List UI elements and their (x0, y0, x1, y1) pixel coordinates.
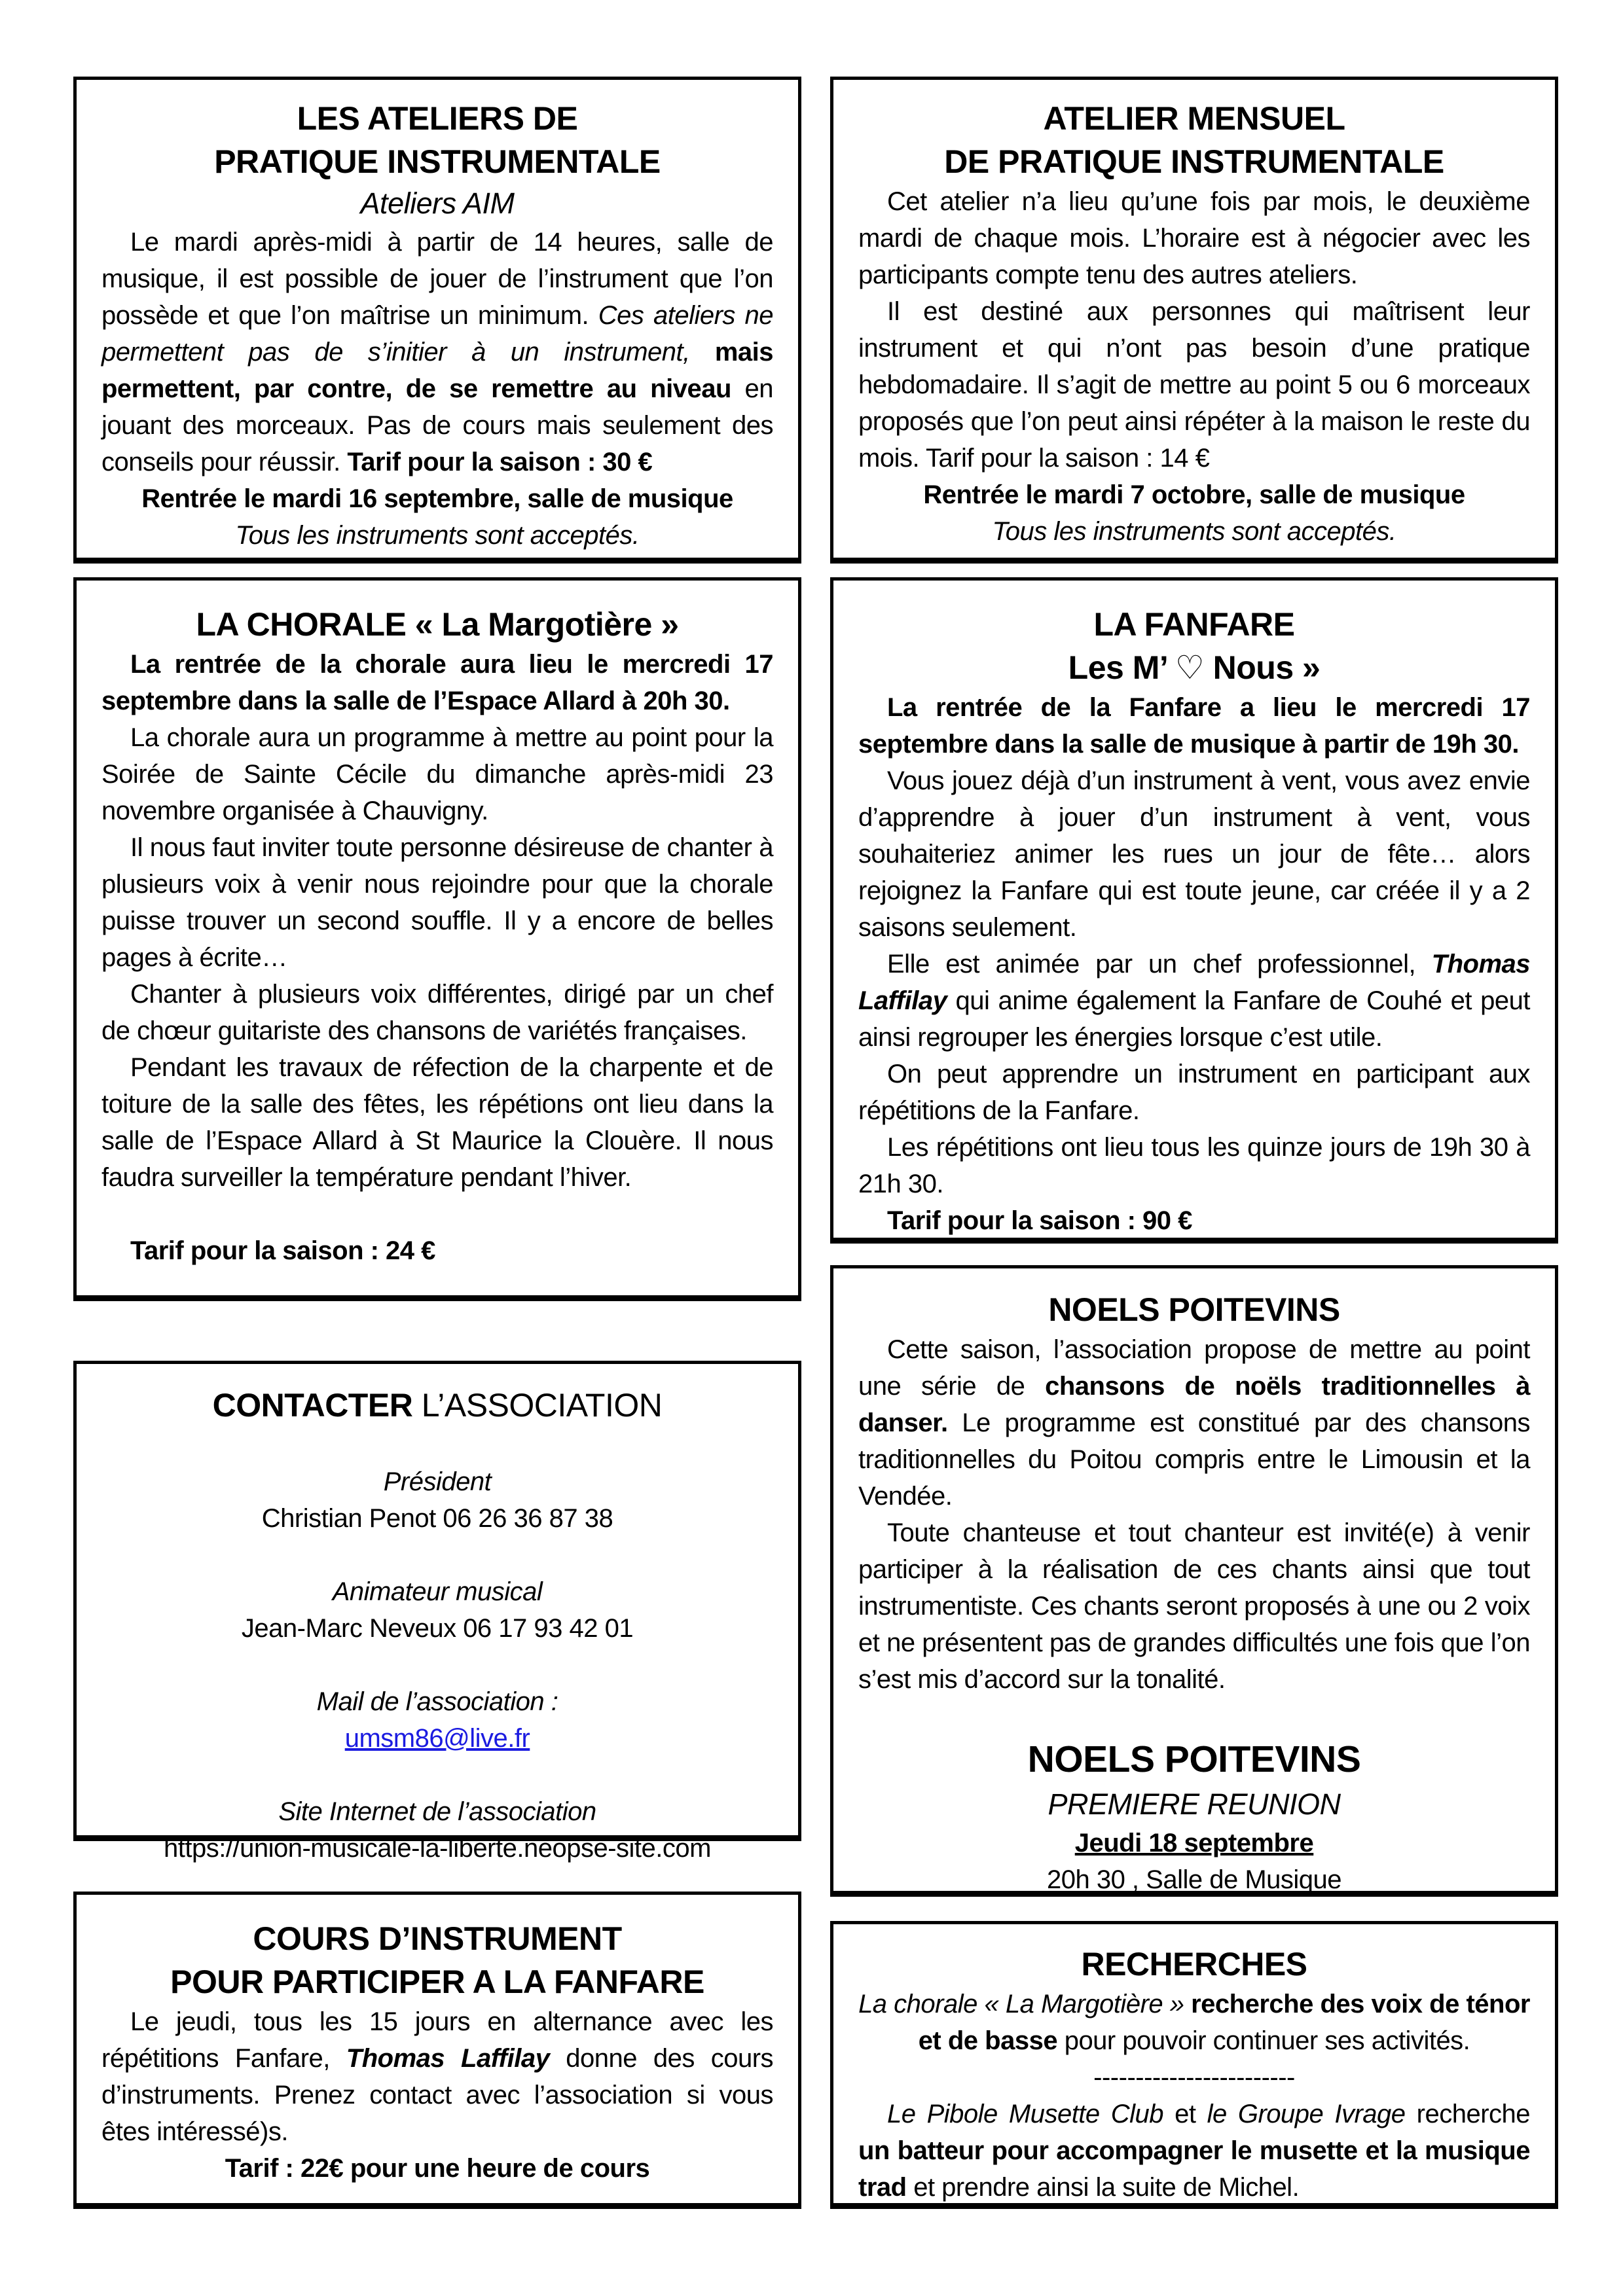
email-line (101, 1720, 773, 1757)
paragraph (858, 1515, 1530, 1698)
box-fanfare-les-m-nous (830, 577, 1558, 1244)
event-time-place (858, 1861, 1530, 1898)
text-run: et (1163, 2100, 1207, 2128)
text-run: Jean-Marc Neveux 06 17 93 42 01 (241, 1614, 634, 1643)
box-ateliers-pratique-instrumentale (73, 77, 801, 564)
box-cours-instrument (73, 1892, 801, 2209)
paragraph (101, 829, 773, 976)
text-run: en jouant des morceaux. Pas de cours mais seulement des conseils pour réussir. (101, 374, 773, 476)
text-run: Tarif pour la saison : 30 € (347, 448, 653, 476)
paragraph (858, 2096, 1530, 2206)
box-title (858, 140, 1530, 183)
text-run: recherche des voix de ténor et de basse (918, 1990, 1530, 2055)
text-run: et prendre ainsi la suite de Michel. (906, 2173, 1300, 2202)
text-run: Tarif pour la saison : 24 € (130, 1236, 435, 1265)
text-run: 20h 30 , Salle de Musique (1046, 1865, 1342, 1894)
paragraph (101, 517, 773, 554)
text-run: recherche (1405, 2100, 1531, 2128)
text-run: Site Internet de l’association (278, 1797, 596, 1826)
paragraph (101, 480, 773, 517)
text-run: Elle est animée par un chef professionnel, (887, 950, 1432, 978)
paragraph (101, 1427, 773, 1463)
text-run: Ateliers AIM (360, 187, 515, 220)
paragraph (101, 719, 773, 829)
box-recherches (830, 1921, 1558, 2209)
text-run: Cette saison, l’association propose de mettre au point une série de (858, 1335, 1530, 1401)
text-run: PRATIQUE INSTRUMENTALE (214, 143, 661, 180)
text-run: COURS D’INSTRUMENT (253, 1920, 622, 1957)
text-run: ATELIER MENSUEL (1043, 100, 1345, 137)
text-run: La chorale aura un programme à mettre au point pour la Soirée de Sainte Cécile du dimanche après-midi 23 novembre organisée à Chauvigny. (101, 723, 773, 825)
text-run: Thomas Laffilay (346, 2044, 550, 2073)
paragraph (101, 224, 773, 480)
paragraph (858, 1986, 1530, 2059)
role-label (101, 1573, 773, 1610)
text-run: Cet atelier n’a lieu qu’une fois par mois, le deuxième mardi de chaque mois. L’horaire est à négocier avec les participants compte tenu des autres ateliers. (858, 187, 1530, 289)
paragraph (101, 1537, 773, 1573)
box-title (858, 1943, 1530, 1986)
text-run: POUR PARTICIPER A LA FANFARE (170, 1964, 704, 2000)
box-atelier-mensuel (830, 77, 1558, 564)
paragraph (101, 2150, 773, 2187)
role-label (101, 1793, 773, 1830)
paragraph (101, 1757, 773, 1793)
text-run: qui anime également la Fanfare de Couhé et peut ainsi regrouper les énergies lorsque c’est utile. (858, 986, 1530, 1052)
box-contacter-association (73, 1361, 801, 1863)
text-run: ------------------------ (1093, 2063, 1295, 2092)
text-run: Le jeudi, tous les 15 jours en alternance avec les répétitions Fanfare, (101, 2007, 773, 2073)
paragraph (101, 976, 773, 1049)
text-run: NOELS POITEVINS (1027, 1738, 1361, 1780)
text-run: Tous les instruments sont acceptés. (992, 517, 1396, 546)
paragraph (858, 293, 1530, 476)
paragraph (858, 476, 1530, 513)
paragraph (101, 1232, 773, 1269)
text-run: LES ATELIERS DE (297, 100, 578, 137)
text-run: PREMIERE REUNION (1048, 1787, 1341, 1821)
text-run: Le programme est constitué par des chansons traditionnelles du Poitou compris entre le Limousin et la Vendée. (858, 1408, 1530, 1511)
website-line (101, 1830, 773, 1867)
text-run: Nous » (1204, 649, 1321, 686)
text-run: chansons de noëls traditionnelles à danser. (858, 1372, 1530, 1437)
text-run: Pendant les travaux de réfection de la charpente et de toiture de la salle des fêtes, les répétions ont lieu dans la salle de l’Espace Allard à St Maurice la Clouère. Il nous faudra surveiller la température pendant l’hiver. (101, 1053, 773, 1192)
text-run: CONTACTER (212, 1387, 413, 1424)
text-run: mais permettent, par contre, de se remettre au niveau (101, 338, 773, 403)
text-run: le Groupe Ivrage (1207, 2100, 1406, 2128)
box-title (101, 1917, 773, 1960)
paragraph (101, 1196, 773, 1232)
text-run: La chorale « La Margotière » (858, 1990, 1192, 2018)
text-run: L’ASSOCIATION (412, 1387, 663, 1424)
paragraph (858, 513, 1530, 550)
paragraph (858, 1129, 1530, 1202)
text-run: Rentrée le mardi 7 octobre, salle de musique (923, 480, 1465, 509)
text-run: RECHERCHES (1081, 1946, 1307, 1982)
paragraph (858, 1202, 1530, 1239)
text-run: Tous les instruments sont acceptés. (235, 521, 640, 550)
text-run: Toute chanteuse et tout chanteur est invité(e) à venir participer à la réalisation de ces chants ainsi que tout instrumentiste. Ces chants seront proposés à une ou 2 voix et ne présentent pas de grandes difficultés une fois que l’on s’est mis d’accord sur la tonalité. (858, 1518, 1530, 1694)
event-title (858, 1734, 1530, 1784)
text-run: Christian Penot 06 26 36 87 38 (261, 1504, 613, 1533)
box-title (101, 97, 773, 140)
text-run: Tarif pour la saison : 90 € (887, 1206, 1192, 1235)
text-run: DE PRATIQUE INSTRUMENTALE (944, 143, 1444, 180)
paragraph (858, 1331, 1530, 1515)
event-date (858, 1825, 1530, 1861)
text-run: un batteur pour accompagner le musette et la musique trad (858, 2136, 1530, 2202)
event-subtitle (858, 1784, 1530, 1825)
text-run: Le mardi après-midi à partir de 14 heures, salle de musique, il est possible de jouer de l’instrument que l’on possède et que l’on maîtrise un minimum. (101, 228, 773, 330)
box-title (858, 1288, 1530, 1331)
paragraph (858, 689, 1530, 762)
text-run: Il est destiné aux personnes qui maîtrisent leur instrument et qui n’ont pas besoin d’une pratique hebdomadaire. Il s’agit de mettre au point 5 ou 6 morceaux proposés que l’on peut ainsi répéter à la maison le reste du mois. Tarif pour la saison : 14 € (858, 297, 1530, 473)
box-title (858, 646, 1530, 689)
text-run: https://union-musicale-la-liberte.neopse-site.com (164, 1834, 711, 1863)
role-label (101, 1683, 773, 1720)
paragraph (858, 183, 1530, 293)
text-run: LA CHORALE « La Margotière » (196, 606, 679, 643)
box-title (858, 603, 1530, 646)
text-run: Vous jouez déjà d’un instrument à vent, vous avez envie d’apprendre à jouer d’un instrument à vent, vous souhaiteriez animer les rues un jour de fête… alors rejoignez la Fanfare qui est toute jeune, car créée il y a 2 saisons seulement. (858, 766, 1530, 942)
box-title (858, 97, 1530, 140)
text-run: Président (383, 1467, 492, 1496)
paragraph (101, 646, 773, 719)
paragraph (101, 1049, 773, 1196)
email-link[interactable]: umsm86@live.fr (344, 1724, 530, 1753)
separator-dashes (858, 2059, 1530, 2096)
text-run: La rentrée de la chorale aura lieu le mercredi 17 septembre dans la salle de l’Espace Allard à 20h 30. (101, 650, 773, 715)
paragraph (858, 1056, 1530, 1129)
contact-line (101, 1500, 773, 1537)
box-chorale-la-margotiere (73, 577, 801, 1301)
text-run: Mail de l’association : (316, 1687, 558, 1716)
contact-line (101, 1610, 773, 1647)
role-label (101, 1463, 773, 1500)
text-run: pour pouvoir continuer ses activités. (1057, 2026, 1470, 2055)
text-run: Les répétitions ont lieu tous les quinze jours de 19h 30 à 21h 30. (858, 1133, 1530, 1198)
text-run: Thomas Laffilay (858, 950, 1530, 1015)
box-title (101, 1960, 773, 2003)
text-run: NOELS POITEVINS (1048, 1291, 1340, 1328)
text-run: Rentrée le mardi 16 septembre, salle de musique (141, 484, 733, 513)
box-noels-poitevins (830, 1265, 1558, 1897)
text-run: Animateur musical (332, 1577, 543, 1606)
box-title (101, 1384, 773, 1427)
paragraph (858, 946, 1530, 1056)
heart-icon: ♡ (1175, 649, 1205, 687)
box-subtitle (101, 183, 773, 224)
box-title (101, 603, 773, 646)
text-run: La rentrée de la Fanfare a lieu le mercredi 17 septembre dans la salle de musique à partir de 19h 30. (858, 693, 1530, 759)
text-run: Ces ateliers ne permettent pas de s’initier à un instrument, (101, 301, 774, 367)
text-run: Il nous faut inviter toute personne désireuse de chanter à plusieurs voix à venir nous rejoindre pour que la chorale puisse trouver un second souffle. Il y a encore de belles pages à écrite… (101, 833, 773, 972)
text-run: LA FANFARE (1093, 606, 1295, 643)
paragraph (101, 2003, 773, 2150)
paragraph (858, 762, 1530, 946)
text-run: Les M’ (1068, 649, 1175, 686)
box-title (101, 140, 773, 183)
text-run: Chanter à plusieurs voix différentes, dirigé par un chef de chœur guitariste des chansons de variétés françaises. (101, 980, 773, 1045)
text-run: Tarif : 22€ pour une heure de cours (225, 2154, 650, 2183)
text-run: Le Pibole Musette Club (887, 2100, 1164, 2128)
paragraph (101, 1647, 773, 1683)
text-run: donne des cours d’instruments. Prenez contact avec l’association si vous êtes intéressé)s. (101, 2044, 774, 2146)
text-run: Jeudi 18 septembre (1074, 1829, 1314, 1857)
paragraph (858, 1698, 1530, 1734)
text-run: On peut apprendre un instrument en participant aux répétitions de la Fanfare. (858, 1060, 1530, 1125)
